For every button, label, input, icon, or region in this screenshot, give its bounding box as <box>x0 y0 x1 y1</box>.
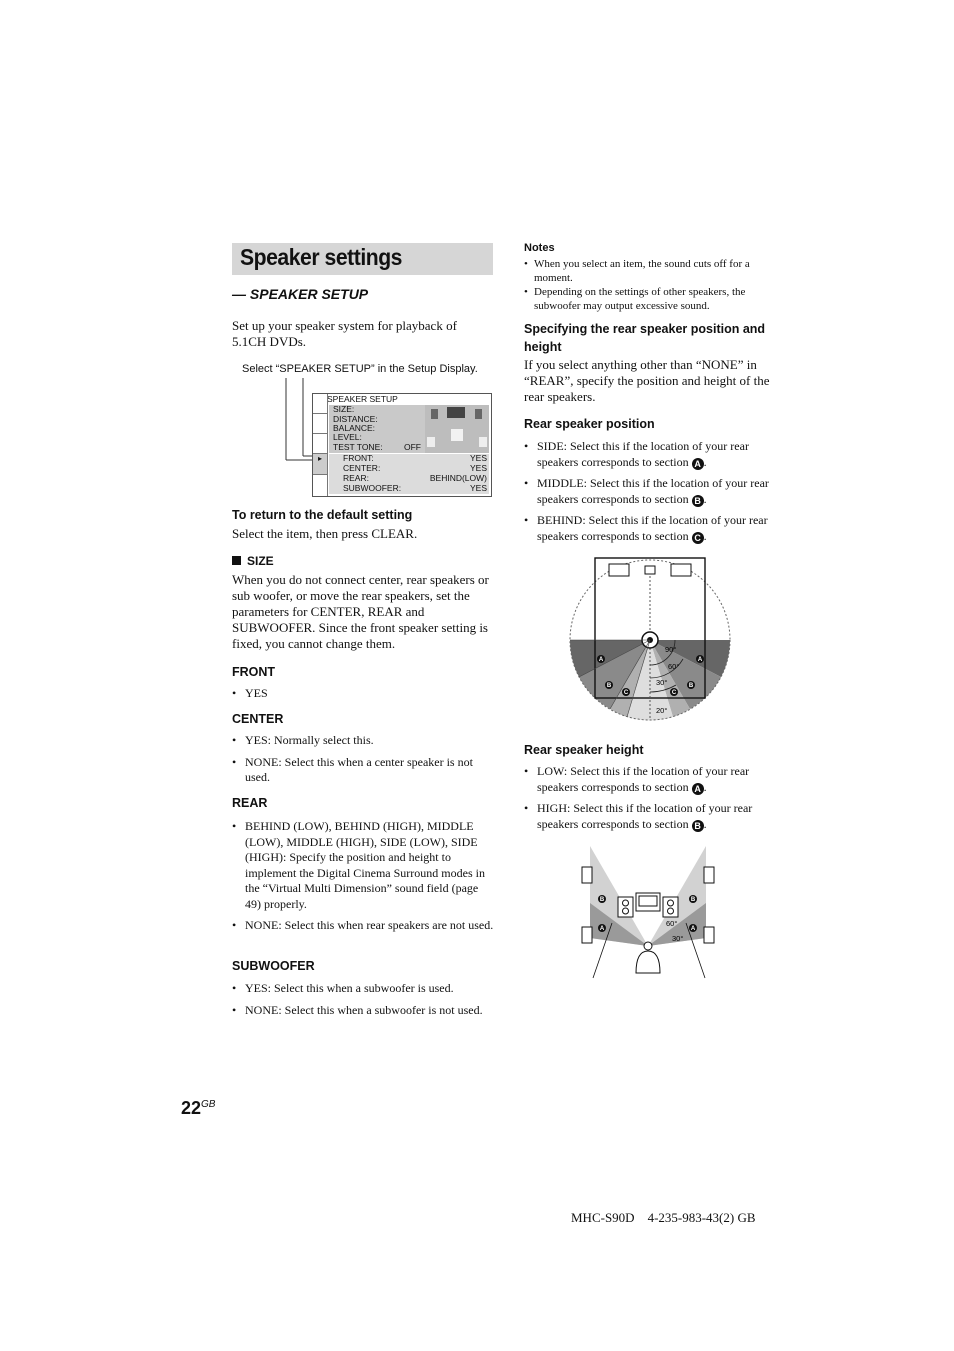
size-text: When you do not connect center, rear speakers or sub woofer, or move the rear speakers, set the parameters for CENTER, REAR and SUBWOOFER. Since the front speaker setting is fixed, you cannot change them. <box>232 572 489 651</box>
rear-heading: REAR <box>232 796 268 810</box>
angle-label-60: 60° <box>668 662 680 671</box>
height-label-b-left: B <box>599 897 605 903</box>
section-label-c-left: C <box>623 690 629 696</box>
height-label-a-left: A <box>599 926 605 932</box>
list-item: • SIDE: Select this if the location of your rear speakers corresponds to section A . <box>524 439 788 470</box>
angle-label-20: 20° <box>656 706 668 715</box>
subwoofer-heading: SUBWOOFER <box>232 959 315 973</box>
intro-text: Set up your speaker system for playback of 5.1CH DVDs. <box>232 318 457 349</box>
osd-sub-subwoofer: SUBWOOFER: <box>343 483 402 493</box>
notes-list <box>524 258 786 314</box>
list-item: • NONE: Select this when rear speakers are not used. <box>232 918 494 934</box>
front-heading: FRONT <box>232 665 276 679</box>
return-default-text: Select the item, then press CLEAR. <box>232 526 418 541</box>
height-label-a-right: A <box>690 926 696 932</box>
list-item: • LOW: Select this if the location of your rear speakers corresponds to section A . <box>524 764 788 795</box>
rear-spec-heading: Specifying the rear speaker position and height <box>524 322 766 354</box>
rear-position-diagram <box>565 555 737 725</box>
osd-sub-rear-value: BEHIND(LOW) <box>429 473 487 483</box>
osd-sub-subwoofer-value: YES <box>469 483 487 493</box>
section-label-b-right: B <box>688 683 694 689</box>
angle-label-30: 30° <box>672 934 684 943</box>
notes-heading: Notes <box>524 242 555 254</box>
osd-row-test-tone: TEST TONE: <box>333 442 383 452</box>
osd-icon-column: ▸ <box>313 394 328 496</box>
speaker-setup-screen <box>312 393 492 497</box>
rear-list <box>232 819 494 940</box>
list-item: • NONE: Select this when a center speaker is not used. <box>232 755 494 786</box>
rear-spec-text: If you select anything other than “NONE” in “REAR”, specify the position and height of the rear speakers. <box>524 357 770 404</box>
return-default-heading: To return to the default setting <box>232 508 413 522</box>
osd-test-tone-value: OFF <box>404 442 421 452</box>
angle-label-30: 30° <box>656 678 668 687</box>
section-b-icon: B <box>692 820 704 832</box>
model-code: MHC-S90D 4-235-983-43(2) GB <box>571 1210 756 1225</box>
section-label-b-left: B <box>606 683 612 689</box>
rear-height-heading: Rear speaker height <box>524 743 644 757</box>
rear-position-list <box>524 439 788 550</box>
section-label-a-left: A <box>598 657 604 663</box>
size-heading: SIZE <box>232 554 274 568</box>
list-item: • YES: Normally select this. <box>232 733 494 749</box>
osd-sub-center-value: YES <box>469 463 487 473</box>
section-b-icon: B <box>692 495 704 507</box>
osd-sub-rear: REAR: <box>343 473 369 483</box>
page-title: Speaker settings <box>240 244 403 270</box>
list-item: • MIDDLE: Select this if the location of your rear speakers corresponds to section B . <box>524 476 788 507</box>
page-number: $22^{GB}$ <box>181 1098 216 1118</box>
angle-label-60: 60° <box>666 919 678 928</box>
section-label-a-right: A <box>697 657 703 663</box>
square-bullet-icon <box>232 556 241 565</box>
section-a-icon: A <box>692 783 704 795</box>
center-heading: CENTER <box>232 712 284 726</box>
osd-sub-center: CENTER: <box>343 463 381 473</box>
list-item: • BEHIND (LOW), BEHIND (HIGH), MIDDLE (LOW), MIDDLE (HIGH), SIDE (LOW), SIDE (HIGH): Specify the position and height to implement the Digital Cinema Surround modes in the “Virtual Multi Dimension” sound field (page 49) properly. <box>232 819 494 912</box>
rear-position-heading: Rear speaker position <box>524 417 655 431</box>
rear-height-diagram <box>578 843 718 981</box>
list-item: • BEHIND: Select this if the location of your rear speakers corresponds to section C . <box>524 513 788 544</box>
list-item: • YES: Select this when a subwoofer is used. <box>232 981 494 997</box>
osd-room-graphic <box>425 405 489 453</box>
section-c-icon: C <box>692 532 704 544</box>
list-item: • When you select an item, the sound cuts off for a moment. <box>524 258 786 285</box>
osd-row-distance: DISTANCE: <box>333 414 378 424</box>
page-subtitle: — SPEAKER SETUP <box>232 286 369 302</box>
section-label-c-right: C <box>671 690 677 696</box>
osd-row-level: LEVEL: <box>333 432 362 442</box>
osd-sub-front-value: YES <box>469 453 487 463</box>
center-list <box>232 733 494 792</box>
list-item: • NONE: Select this when a subwoofer is not used. <box>232 1003 494 1019</box>
osd-title: SPEAKER SETUP <box>327 394 398 404</box>
front-list <box>232 686 492 708</box>
subwoofer-list <box>232 981 494 1024</box>
list-item: • YES <box>232 686 492 702</box>
section-a-icon: A <box>692 458 704 470</box>
osd-row-size: SIZE: <box>333 404 355 414</box>
height-label-b-right: B <box>690 897 696 903</box>
figure-caption: Select “SPEAKER SETUP” in the Setup Display. <box>242 363 478 375</box>
osd-sub-front: FRONT: <box>343 453 374 463</box>
osd-row-balance: BALANCE: <box>333 423 376 433</box>
rear-height-list <box>524 764 788 838</box>
list-item: • Depending on the settings of other speakers, the subwoofer may output excessive sound. <box>524 286 786 313</box>
list-item: • HIGH: Select this if the location of your rear speakers corresponds to section B . <box>524 801 788 832</box>
angle-label-90: 90° <box>665 645 677 654</box>
